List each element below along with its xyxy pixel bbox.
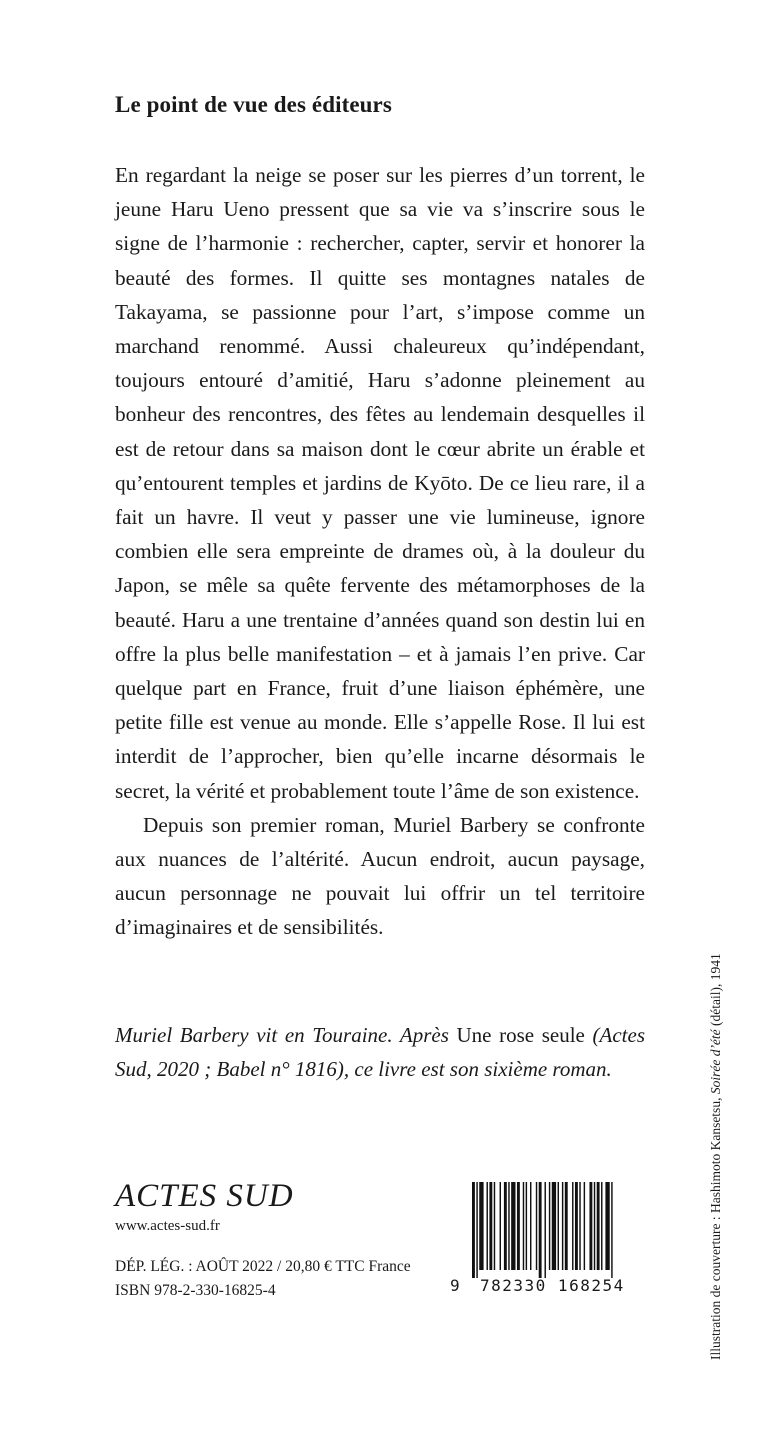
barcode-bar <box>579 1182 580 1270</box>
barcode-bar <box>597 1182 600 1270</box>
legal-deposit-price: DÉP. LÉG. : AOÛT 2022 / 20,80 € TTC France <box>115 1258 411 1275</box>
cover-credit-suffix: (détail), 1941 <box>708 953 723 1030</box>
cover-credit-title: Soirée d’été <box>708 1029 723 1095</box>
author-note-part-1: Muriel Barbery vit en Touraine. Après <box>115 1023 457 1047</box>
cover-credit-prefix: Illustration de couverture : Hashimoto Kansetsu, <box>708 1094 723 1360</box>
barcode-bar <box>536 1182 537 1270</box>
cover-illustration-credit <box>708 953 724 1360</box>
barcode-bar <box>584 1182 585 1270</box>
barcode-bar <box>601 1182 602 1270</box>
barcode-bars-icon <box>470 1182 660 1278</box>
barcode-bar <box>589 1182 592 1270</box>
barcode-bar <box>526 1182 527 1270</box>
blurb <box>115 158 645 945</box>
barcode-bar <box>523 1182 524 1270</box>
blurb-paragraph-1: En regardant la neige se poser sur les pierres d’un torrent, le jeune Haru Ueno pressent que sa vie va s’inscrire sous le signe de l’harmonie : rechercher, capter, servir et honorer la beauté des formes. Il quitte ses montagnes natales de Takayama, se passionne pour l’art, s’impose comme un marchand renommé. Aussi chaleureux qu’indépendant, toujours entouré d’amitié, Haru s’adonne pleinement au bonheur des rencontres, des fêtes au lendemain desquelles il est de retour dans sa maison dont le cœur abrite un érable et qu’entourent temples et jardins de Kyōto. De ce lieu rare, il a fait un havre. Il veut y passer une vie lumineuse, ignore combien elle sera empreinte de drames où, à la douleur du Japon, se mêle sa quête fervente des métamorphoses de la beauté. Haru a une trentaine d’années quand son destin lui en offre la plus belle manifestation – et à jamais l’en prive. Car quelque part en France, fruit d’une liaison éphémère, une petite fille est venue au monde. Elle s’appelle Rose. Il lui est interdit de l’approcher, bien qu’elle incarne désormais le secret, la vérité et probablement toute l’âme de son existence. <box>115 163 645 803</box>
barcode-bar <box>504 1182 507 1270</box>
barcode-bar <box>558 1182 559 1270</box>
blurb-paragraph-2: Depuis son premier roman, Muriel Barbery se confronte aux nuances de l’altérité. Aucun endroit, aucun paysage, aucun personnage ne pouvait lui offrir un tel territoire d’imaginaires et de sensibilités. <box>115 812 645 940</box>
barcode-bar <box>552 1182 556 1270</box>
barcode-bar <box>494 1182 495 1270</box>
author-note-book-title: Une rose seule <box>456 1023 585 1047</box>
barcode-bar <box>530 1182 531 1270</box>
barcode-lead-digit: 9 <box>450 1276 460 1295</box>
barcode-bar <box>511 1182 515 1270</box>
publisher-logo: ACTES SUD <box>115 1178 294 1214</box>
barcode-bar <box>562 1182 563 1270</box>
barcode-bar <box>565 1182 568 1270</box>
barcode-digits: 782330 168254 <box>480 1276 625 1295</box>
isbn: ISBN 978-2-330-16825-4 <box>115 1282 276 1299</box>
barcode-bar <box>508 1182 509 1270</box>
page-title: Le point de vue des éditeurs <box>115 92 392 117</box>
barcode-bar <box>472 1182 475 1278</box>
publisher-url: www.actes-sud.fr <box>115 1218 220 1234</box>
barcode-bar <box>575 1182 578 1270</box>
barcode-bar <box>517 1182 520 1270</box>
barcode-bar <box>605 1182 609 1270</box>
author-note-part-2: (Actes Sud, 2020 ; Babel n° 1816), ce livre est son sixième roman. <box>115 1023 645 1081</box>
barcode-bar <box>545 1182 546 1278</box>
barcode-bar <box>489 1182 492 1270</box>
barcode-bar <box>549 1182 550 1270</box>
barcode-bar <box>479 1182 483 1270</box>
barcode-bar <box>487 1182 488 1270</box>
barcode-bar <box>572 1182 573 1270</box>
barcode-bar <box>476 1182 477 1278</box>
barcode-bar <box>594 1182 595 1270</box>
barcode <box>450 1182 660 1302</box>
barcode-bar <box>611 1182 612 1278</box>
author-note <box>115 1018 645 1086</box>
barcode-bar <box>539 1182 542 1278</box>
barcode-bar <box>500 1182 501 1270</box>
